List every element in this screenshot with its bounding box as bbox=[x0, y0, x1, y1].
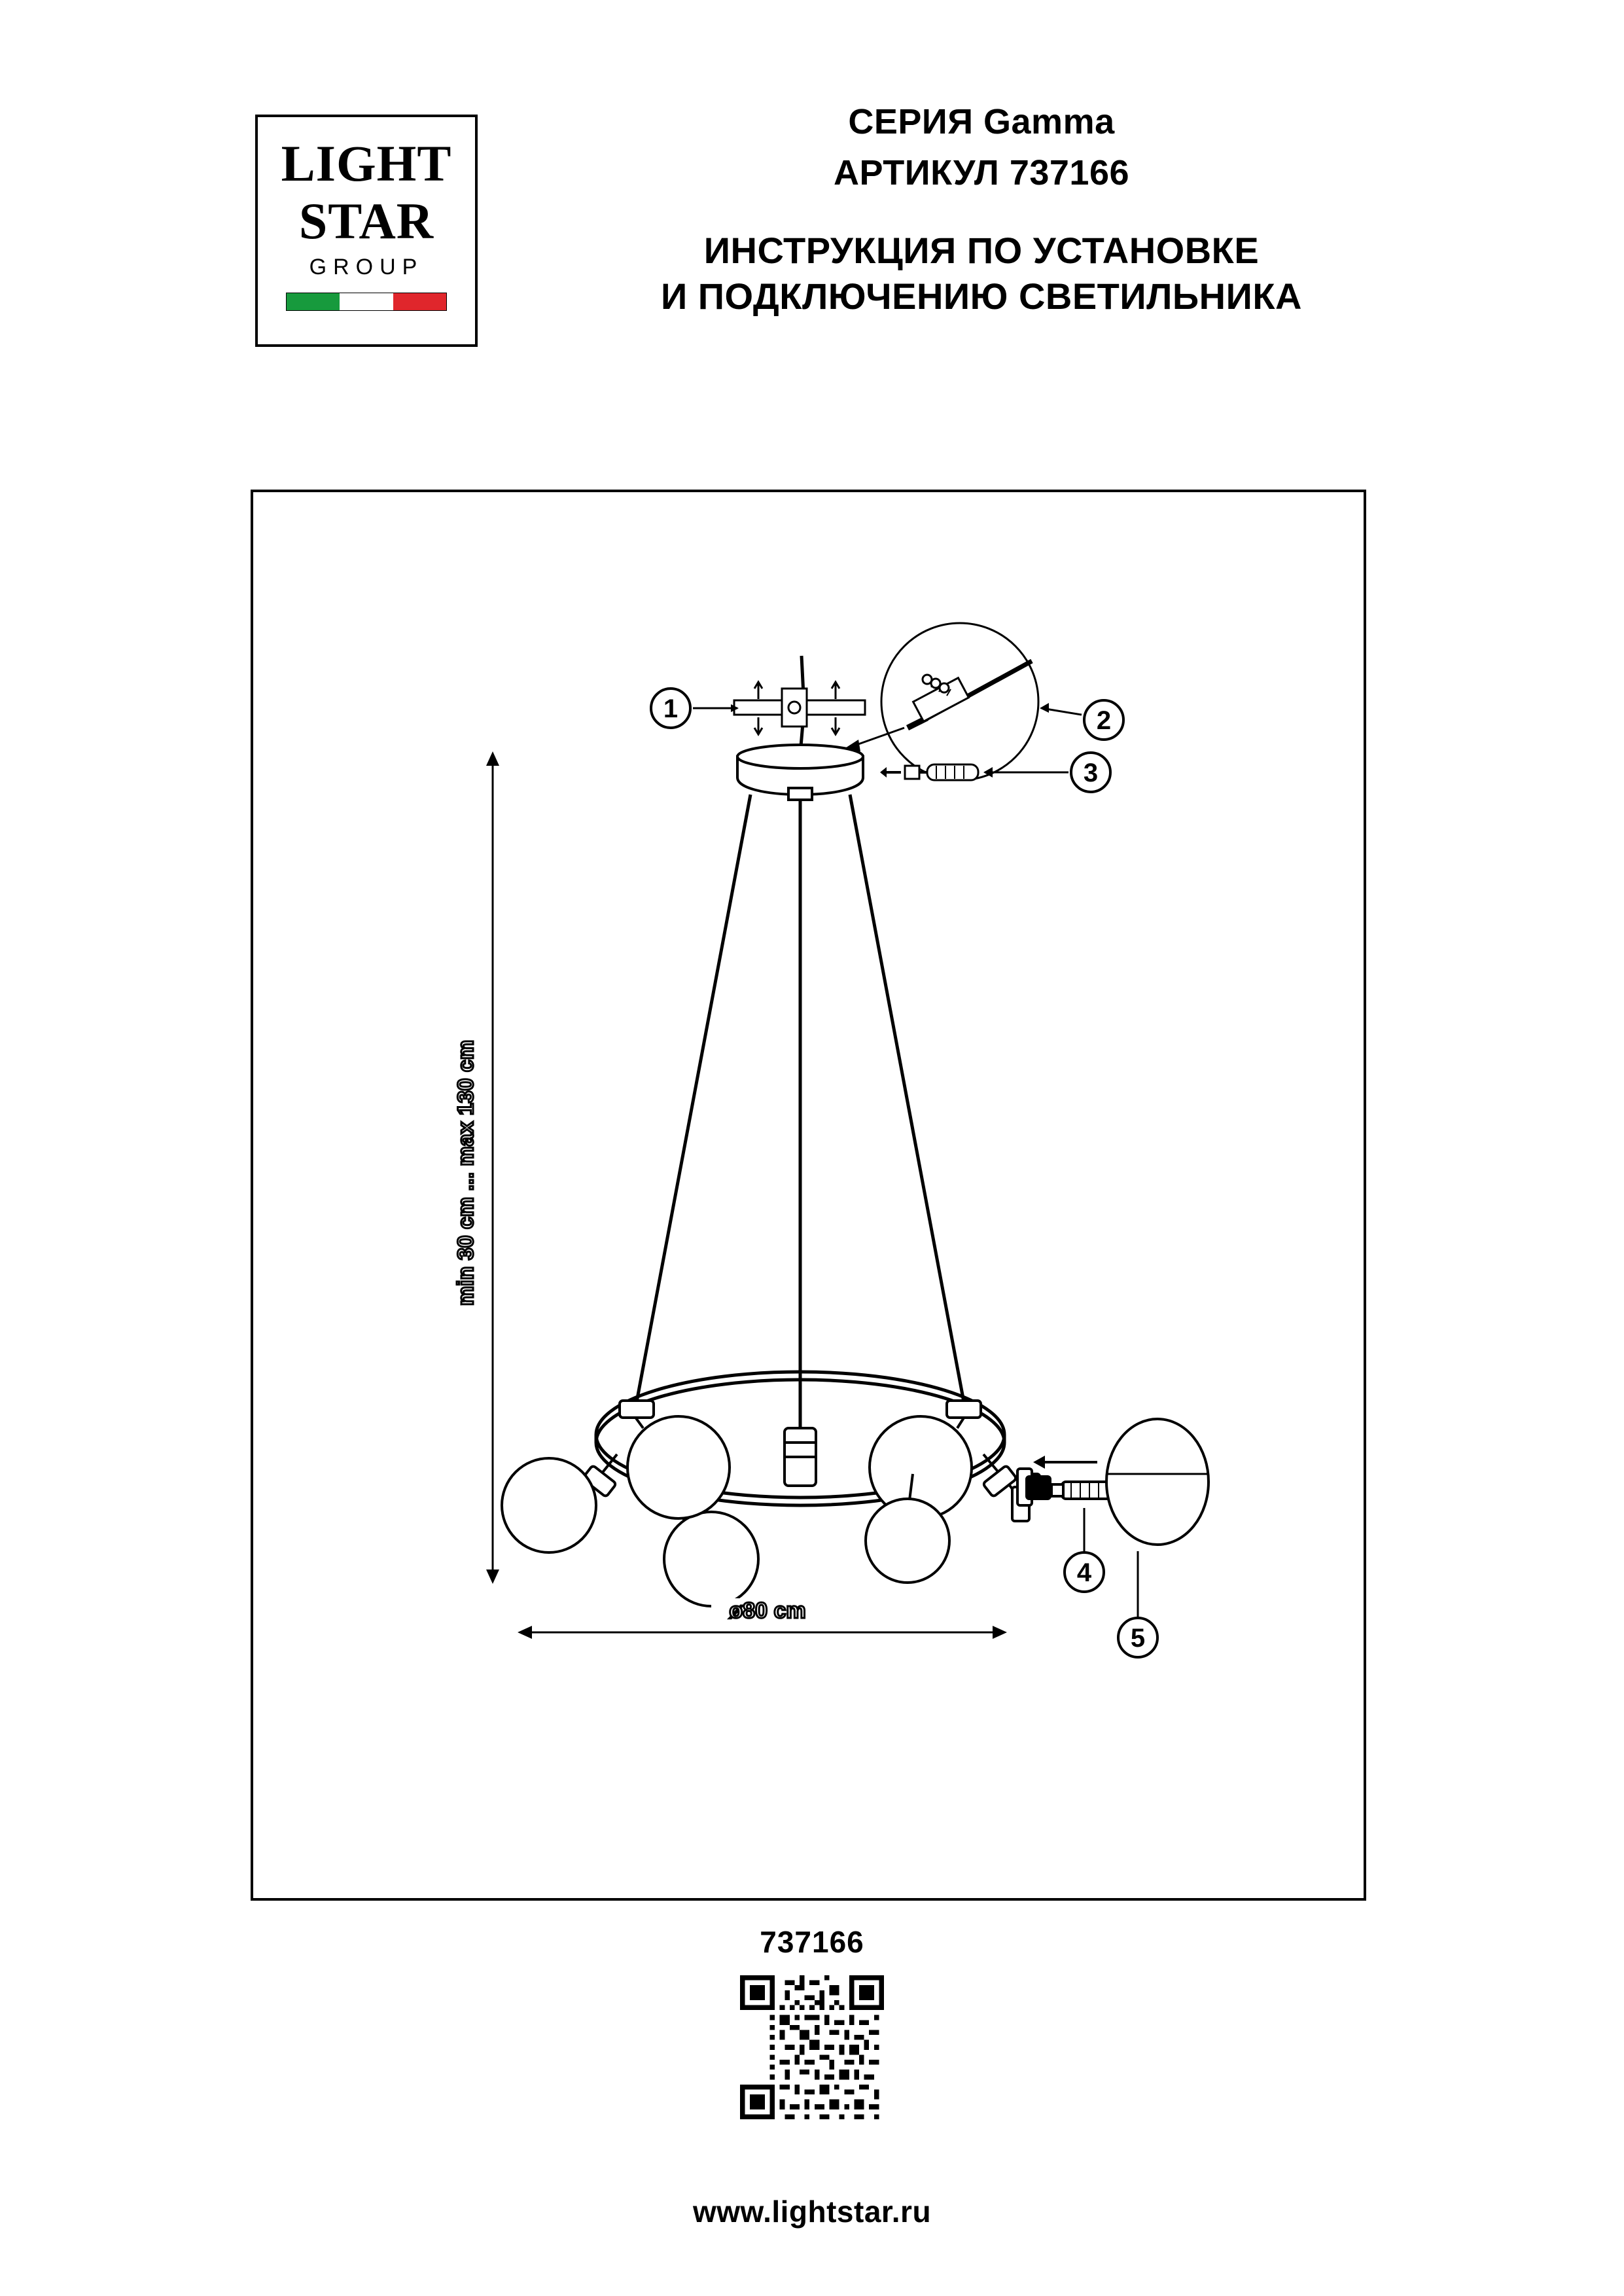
page-footer bbox=[0, 1924, 1624, 2119]
height-dimension-label: min 30 cm ... max 130 cm bbox=[453, 1039, 478, 1306]
callout-1-group bbox=[651, 689, 739, 728]
logo-text-star: STAR bbox=[298, 192, 434, 249]
qr-code-image bbox=[740, 1975, 884, 2119]
suspension-wires bbox=[637, 795, 964, 1428]
flag-stripe-white bbox=[340, 293, 393, 310]
ceiling-canopy bbox=[737, 745, 863, 800]
instruction-title-line1: ИНСТРУКЦИЯ ПО УСТАНОВКЕ bbox=[703, 230, 1260, 271]
product-code: 737166 bbox=[760, 1925, 864, 1959]
ceiling-bracket-group bbox=[734, 656, 865, 754]
diagram-frame bbox=[251, 490, 1366, 1901]
screw-dowel-detail bbox=[880, 764, 978, 780]
assembly-diagram bbox=[253, 492, 1369, 1903]
article-title: АРТИКУЛ 737166 bbox=[833, 153, 1130, 192]
logo-text-light: LIGHT bbox=[281, 135, 452, 192]
website-url[interactable]: www.lightstar.ru bbox=[692, 2195, 932, 2229]
callout-5-label: 5 bbox=[1130, 1624, 1146, 1653]
callout-4-group bbox=[1065, 1508, 1104, 1592]
instruction-title-line2: И ПОДКЛЮЧЕНИЮ СВЕТИЛЬНИКА bbox=[660, 276, 1302, 317]
series-title: СЕРИЯ Gamma bbox=[848, 102, 1115, 141]
brand-logo bbox=[255, 115, 478, 347]
callout-2-label: 2 bbox=[1096, 706, 1112, 735]
flag-stripe-red bbox=[393, 293, 446, 310]
italy-flag-icon bbox=[286, 293, 447, 311]
callout-4-label: 4 bbox=[1076, 1558, 1092, 1587]
flag-stripe-green bbox=[287, 293, 340, 310]
center-connector bbox=[785, 1428, 816, 1486]
globe-exploded-view bbox=[1017, 1419, 1209, 1545]
callout-5-group bbox=[1118, 1551, 1157, 1657]
qr-code bbox=[0, 1975, 1624, 2119]
callout-3-label: 3 bbox=[1083, 759, 1099, 787]
terminal-block-detail bbox=[842, 623, 1038, 780]
logo-text-group: GROUP bbox=[309, 255, 424, 279]
callout-2-group bbox=[1040, 700, 1123, 740]
callout-1-label: 1 bbox=[663, 694, 679, 723]
page-header bbox=[0, 98, 1624, 373]
diameter-dimension-label: ø80 cm bbox=[729, 1598, 806, 1623]
height-dimension bbox=[453, 751, 499, 1584]
header-titles bbox=[523, 98, 1439, 319]
diameter-dimension bbox=[518, 1598, 1007, 1639]
